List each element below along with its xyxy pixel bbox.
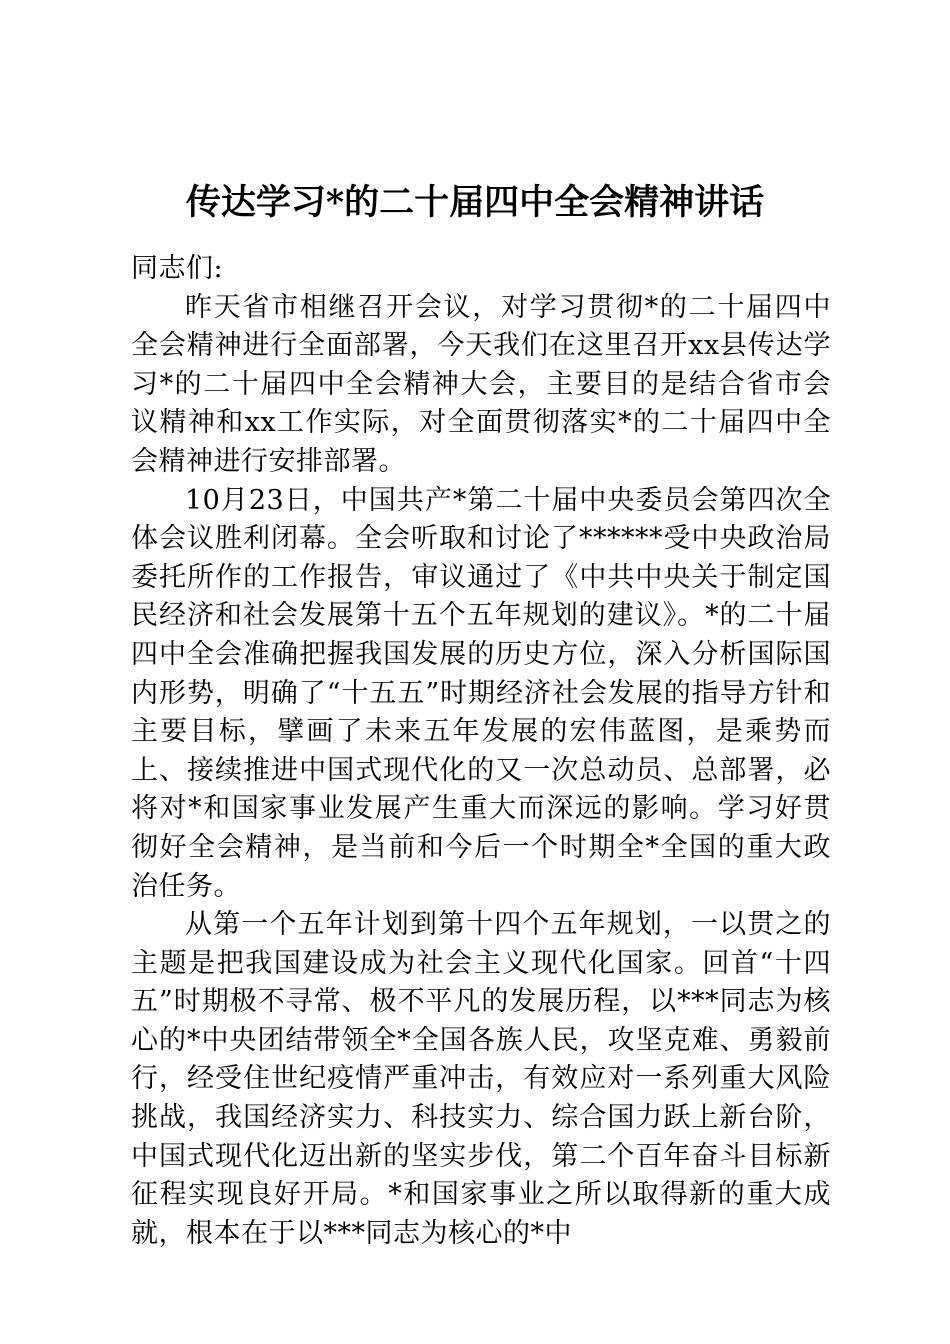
salutation: 同志们: xyxy=(131,253,224,284)
paragraph-3: 从第一个五年计划到第十四个五年规划，一以贯之的主题是把我国建设成为社会主义现代化国家。回首“十四五”时期极不寻常、极不平凡的发展历程，以***同志为核心的*中央团结带领全*全国各族人民，攻坚克难、勇毅前行，经受住世纪疫情严重冲击，有效应对一系列重大风险挑战，我国经济实力、科技实力、综合国力跃上新台阶，中国式现代化迈出新的坚实步伐，第二个百年奋斗目标新征程实现良好开局。*和国家事业之所以取得新的重大成就，根本在于以***同志为核心的*中 xyxy=(131,909,831,1249)
paragraph-2: 10月23日，中国共产*第二十届中央委员会第四次全体会议胜利闭幕。全会听取和讨论了******受中央政治局委托所作的工作报告，审议通过了《中共中央关于制定国民经济和社会发展第十五个五年规划的建议》。*的二十届四中全会准确把握我国发展的历史方位，深入分析国际国内形势，明确了“十五五”时期经济社会发展的指导方针和主要目标，擘画了未来五年发展的宏伟蓝图，是乘势而上、接续推进中国式现代化的又一次总动员、总部署，必将对*和国家事业发展产生重大而深远的影响。学习好贯彻好全会精神，是当前和今后一个时期全*全国的重大政治任务。 xyxy=(131,484,831,902)
document-title: 传达学习*的二十届四中全会精神讲话 xyxy=(185,182,765,223)
paragraph-1: 昨天省市相继召开会议，对学习贯彻*的二十届四中全会精神进行全面部署，今天我们在这里召开xx县传达学习*的二十届四中全会精神大会，主要目的是结合省市会议精神和xx工作实际，对全面贯彻落实*的二十届四中全会精神进行安排部署。 xyxy=(131,291,831,477)
document-body xyxy=(131,250,831,1253)
